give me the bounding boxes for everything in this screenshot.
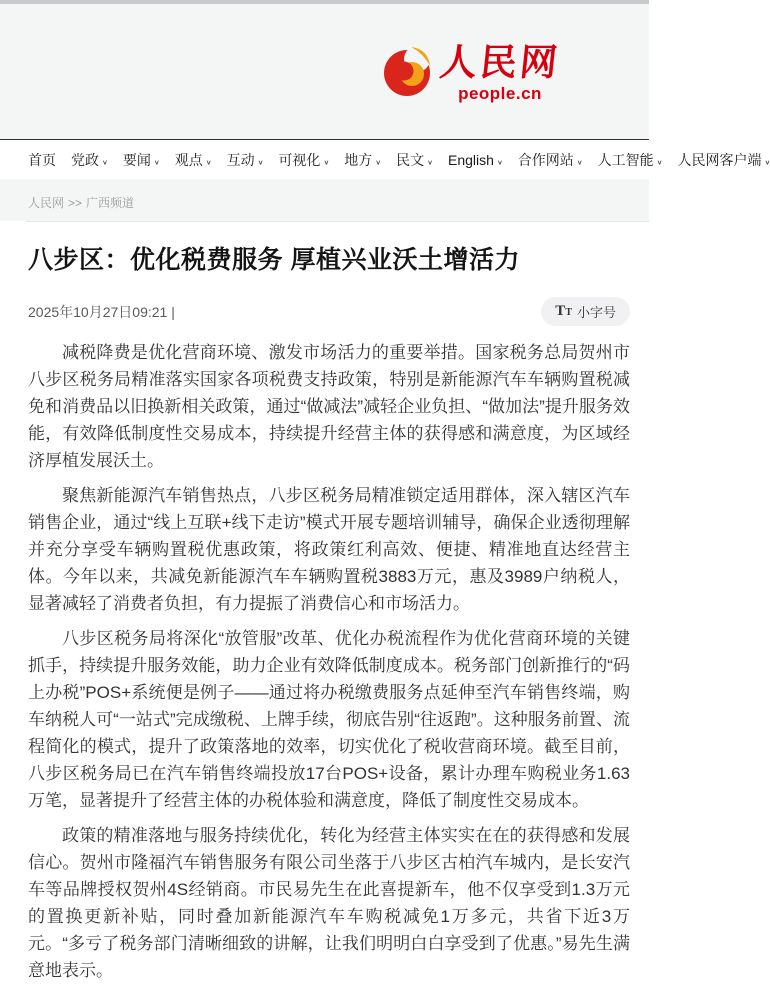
chevron-down-icon: ∨ bbox=[656, 158, 663, 166]
breadcrumb-site-link[interactable]: 人民网 bbox=[28, 196, 65, 210]
nav-item-label: 人民网客户端 bbox=[677, 151, 762, 168]
chevron-down-icon: ∨ bbox=[427, 158, 434, 166]
font-size-label: 小字号 bbox=[576, 305, 616, 321]
chevron-down-icon: ∨ bbox=[496, 158, 503, 166]
chevron-down-icon: ∨ bbox=[576, 158, 583, 166]
nav-item-1[interactable] bbox=[71, 150, 108, 170]
chevron-down-icon: ∨ bbox=[257, 158, 264, 166]
page-title: 八步区：优化税费服务 厚植兴业沃土增活力 bbox=[28, 246, 520, 274]
nav-item-label: 观点 bbox=[174, 151, 203, 168]
logo-chinese-text: 人民网 bbox=[437, 42, 563, 83]
main-nav bbox=[0, 139, 770, 179]
article-paragraph: 八步区税务局将深化“放管服”改革、优化办税流程作为优化营商环境的关键抓手，持续提升服务效能，助力企业有效降低制度成本。税务部门创新推行的“码上办税”POS+系统便是例子——通过将办税缴费服务点延伸至汽车销售终端，购车纳税人可“一站式”完成缴税、上牌手续，彻底告别“往返跑”。这种服务前置、流程简化的模式，提升了政策落地的效率，切实优化了税收营商环境。截至目前，八步区税务局已在汽车销售终端投放17台POS+设备，累计办理车购税业务1.63万笔，显著提升了经营主体的办税体验和满意度，降低了制度性交易成本。 bbox=[28, 629, 630, 811]
article-paragraph: 政策的精准落地与服务持续优化，转化为经营主体实实在在的获得感和发展信心。贺州市隆福汽车销售服务有限公司坐落于八步区古柏汽车城内，是长安汽车等品牌授权贺州4S经销商。市民易先生在此喜提新车，他不仅享受到1.3万元的置换更新补贴，同时叠加新能源汽车车购税减免1万多元，共省下近3万元。“多亏了税务部门清晰细致的讲解，让我们明明白白享受到了优惠。”易先生满意地表示。 bbox=[28, 826, 630, 981]
nav-item-label: 互动 bbox=[226, 151, 255, 168]
breadcrumb-channel-link[interactable]: 广西频道 bbox=[86, 196, 135, 210]
article-paragraph: 减税降费是优化营商环境、激发市场活力的重要举措。国家税务总局贺州市八步区税务局精准落实国家各项税费支持政策，特别是新能源汽车车辆购置税减免和消费品以旧换新相关政策，通过“做减法”减轻企业负担、“做加法”提升服务效能，有效降低制度性交易成本，持续提升经营主体的获得感和满意度，为区域经济厚植发展沃土。 bbox=[28, 343, 630, 471]
breadcrumb bbox=[0, 179, 649, 221]
nav-item-label: 地方 bbox=[344, 151, 373, 168]
article-paragraph: 聚焦新能源汽车销售热点，八步区税务局精准锁定适用群体，深入辖区汽车销售企业，通过“线上互联+线下走访”模式开展专题培训辅导，确保企业透彻理解并充分享受车辆购置税优惠政策，将政策红利高效、便捷、精准地直达经营主体。今年以来，共减免新能源汽车车辆购置税3883万元，惠及3989户纳税人，显著减轻了消费者负担，有力提振了消费信心和市场活力。 bbox=[28, 486, 630, 614]
nav-item-9[interactable] bbox=[518, 150, 583, 170]
chevron-down-icon: ∨ bbox=[153, 158, 160, 166]
site-logo[interactable] bbox=[383, 40, 563, 104]
chevron-down-icon: ∨ bbox=[375, 158, 382, 166]
nav-item-label: 党政 bbox=[71, 151, 99, 168]
nav-item-label: English bbox=[448, 151, 494, 168]
logo-text bbox=[437, 40, 563, 104]
nav-item-10[interactable] bbox=[598, 150, 663, 170]
nav-item-5[interactable] bbox=[278, 150, 329, 170]
nav-item-label: 可视化 bbox=[278, 151, 321, 168]
breadcrumb-separator: >> bbox=[68, 196, 83, 210]
nav-item-11[interactable] bbox=[678, 150, 770, 170]
nav-item-label: 首页 bbox=[28, 151, 56, 168]
site-header bbox=[0, 4, 649, 139]
nav-item-2[interactable] bbox=[123, 150, 160, 170]
font-size-icon: T T bbox=[555, 303, 572, 320]
nav-item-label: 要闻 bbox=[122, 151, 151, 168]
chevron-down-icon: ∨ bbox=[764, 158, 770, 166]
nav-item-label: 人工智能 bbox=[597, 151, 654, 168]
chevron-down-icon: ∨ bbox=[323, 158, 330, 166]
chevron-down-icon: ∨ bbox=[102, 158, 108, 166]
nav-item-3[interactable] bbox=[175, 150, 212, 170]
nav-item-6[interactable] bbox=[344, 150, 381, 170]
chevron-down-icon: ∨ bbox=[205, 158, 212, 166]
nav-item-label: 合作网站 bbox=[517, 151, 574, 168]
article bbox=[26, 221, 649, 1002]
article-date: 2025年10月27日09:21 | bbox=[28, 303, 175, 320]
nav-item-4[interactable] bbox=[227, 150, 264, 170]
nav-item-0[interactable] bbox=[28, 150, 56, 170]
article-meta-row bbox=[28, 297, 630, 326]
logo-domain-text: people.cn bbox=[458, 84, 542, 103]
people-cn-logo-icon bbox=[383, 40, 433, 100]
nav-item-8[interactable] bbox=[448, 152, 503, 168]
nav-item-7[interactable] bbox=[396, 150, 433, 170]
font-size-button[interactable] bbox=[541, 297, 630, 326]
nav-item-label: 民文 bbox=[396, 151, 425, 168]
article-body bbox=[28, 339, 630, 984]
